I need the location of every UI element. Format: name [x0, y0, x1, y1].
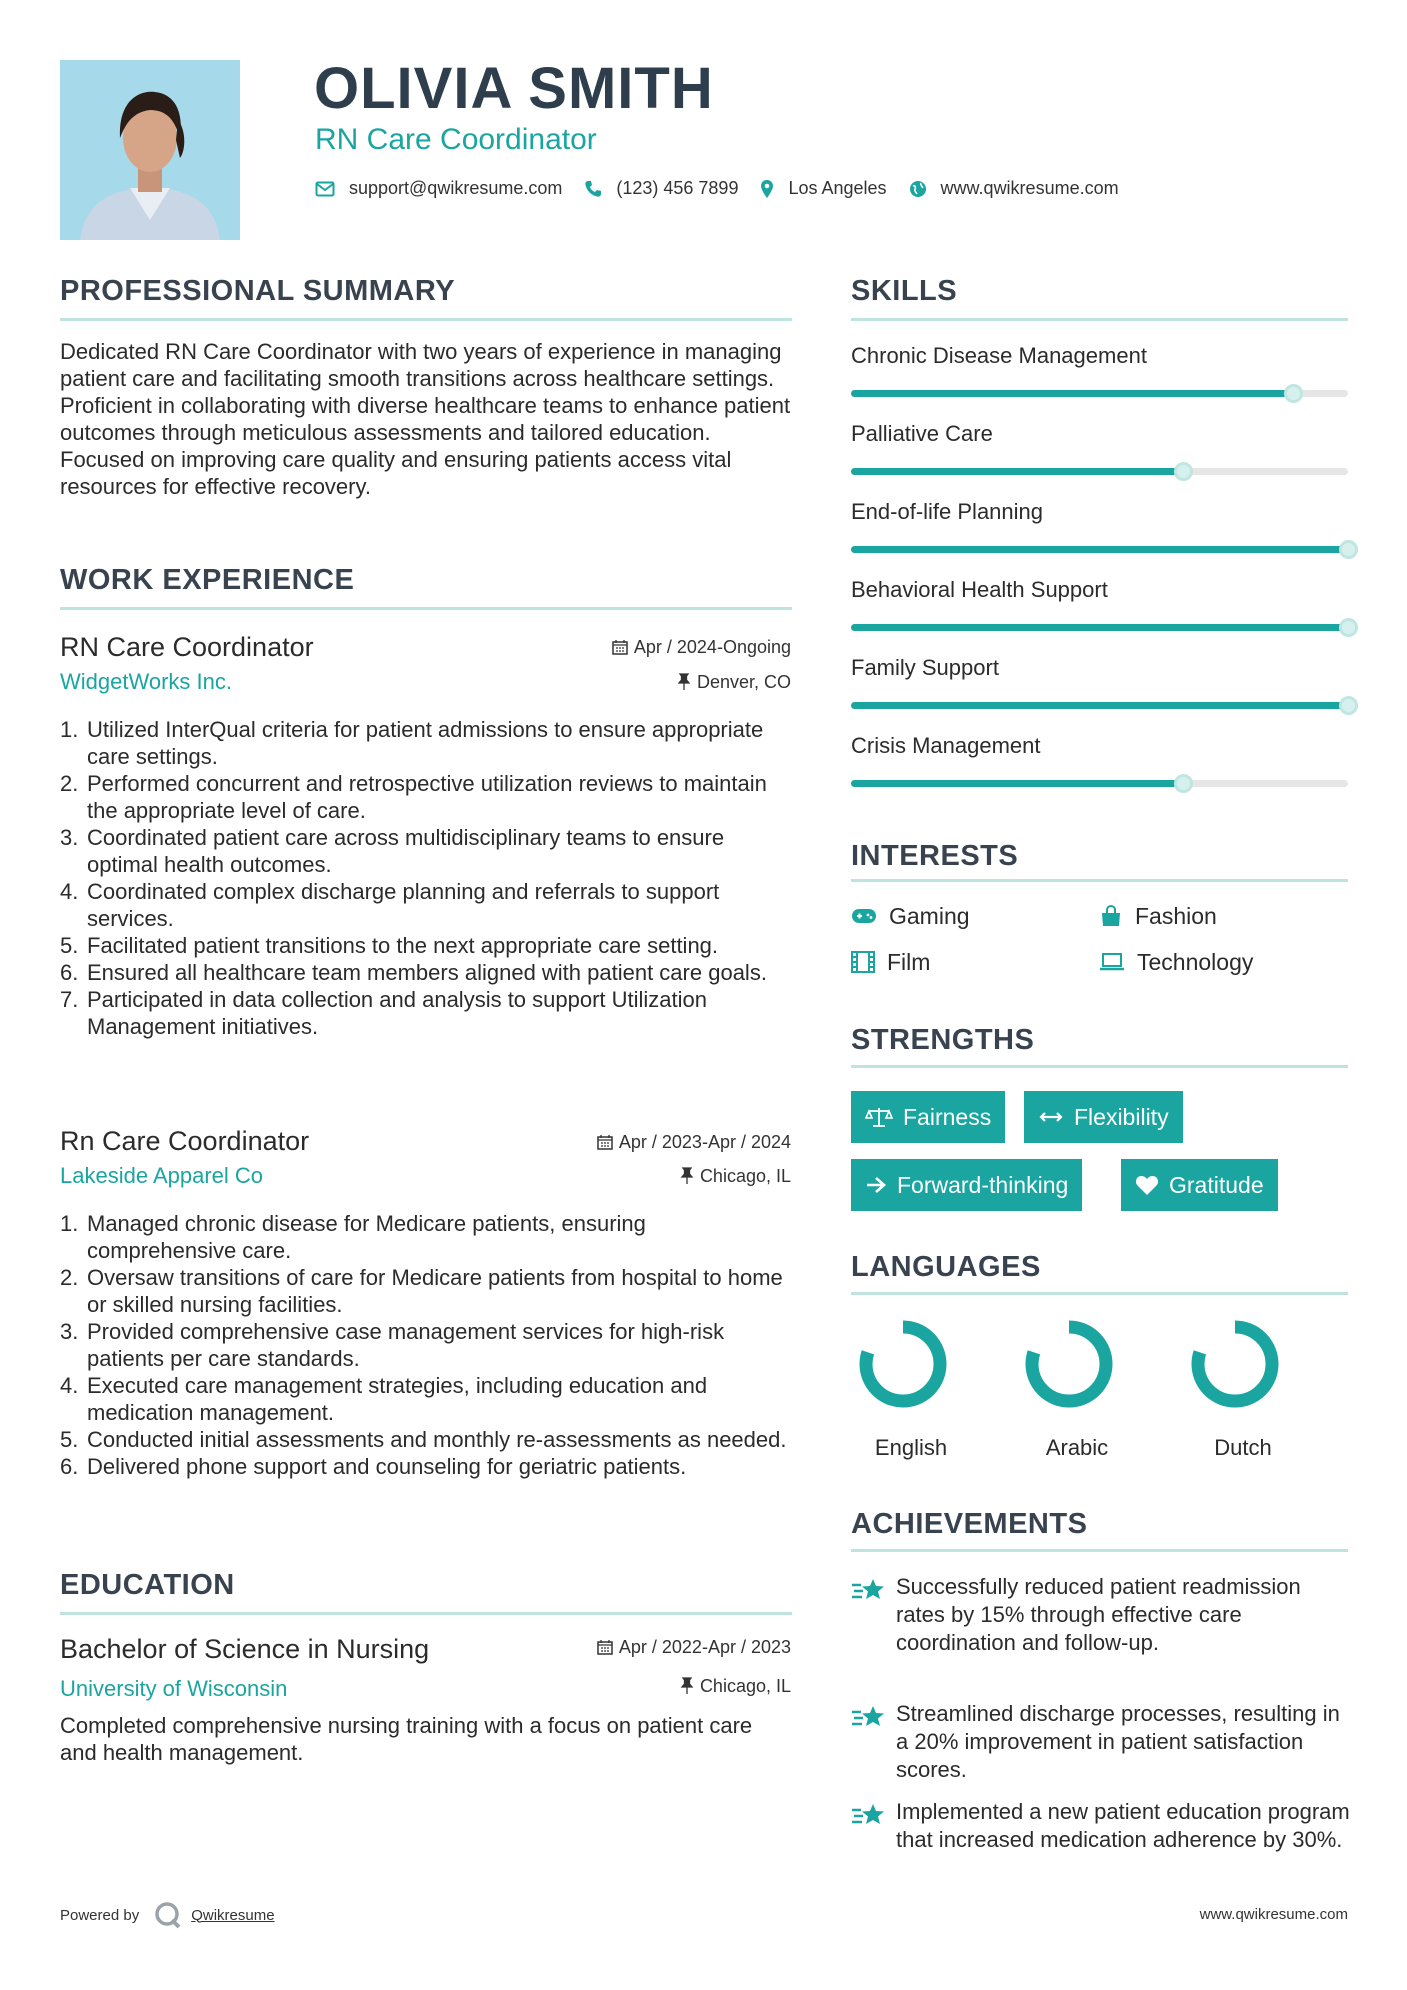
list-item: 5 . Facilitated patient transitions to the next appropriate care setting. [60, 932, 790, 959]
achievement-text: Implemented a new patient education program that increased medication adherence by 30%. [896, 1799, 1350, 1852]
heart-icon [1135, 1174, 1159, 1196]
strength-tag [851, 1091, 1005, 1143]
achievements-heading: ACHIEVEMENTS [851, 1508, 1088, 1540]
balance-scale-icon [865, 1106, 893, 1128]
skill-bar-knob [1284, 384, 1303, 403]
languages-rule [851, 1292, 1348, 1295]
skill-bar-knob [1174, 774, 1193, 793]
list-item: 4 . Executed care management strategies, including education and medication management. [60, 1372, 790, 1426]
skill-bar [851, 780, 1348, 787]
gamepad-icon [851, 907, 877, 925]
company-name: WidgetWorks Inc. [60, 669, 232, 694]
education-heading: EDUCATION [60, 1569, 235, 1601]
footer-brand-link[interactable]: Qwikresume [191, 1906, 275, 1924]
education-location-text: Chicago, IL [699, 1676, 791, 1696]
skill-bar [851, 468, 1348, 475]
interest-label: Film [887, 949, 931, 975]
shooting-star-icon [851, 1702, 885, 1732]
skill-bar-fill [851, 702, 1348, 709]
strengths-rule [851, 1065, 1348, 1068]
achievement-text: Streamlined discharge processes, resulting in a 20% improvement in patient satisfaction scores. [896, 1701, 1340, 1782]
list-item: 6 . Ensured all healthcare team members aligned with patient care goals. [60, 959, 790, 986]
contact-location [760, 178, 886, 199]
contact-email-text: support@qwikresume.com [349, 178, 563, 198]
summary-heading: PROFESSIONAL SUMMARY [60, 275, 456, 307]
candidate-title: RN Care Coordinator [315, 123, 597, 156]
language-label: English [874, 1435, 948, 1460]
skills-heading: SKILLS [851, 275, 958, 307]
pushpin-icon [680, 1677, 694, 1695]
skill-label: Palliative Care [851, 421, 993, 446]
profile-photo [60, 60, 240, 240]
arrows-horizontal-icon [1038, 1109, 1064, 1125]
candidate-name: OLIVIA SMITH [314, 56, 714, 121]
job-dates [597, 1130, 791, 1154]
degree-title: Bachelor of Science in Nursing [60, 1634, 430, 1664]
list-item: 1 . Managed chronic disease for Medicare patients, ensuring comprehensive care. [60, 1210, 790, 1264]
skill-label: Chronic Disease Management [851, 343, 1147, 368]
skill-bar-knob [1339, 618, 1358, 637]
language-ring [1189, 1318, 1281, 1410]
job-duties-list [60, 1210, 790, 1480]
interest-label: Fashion [1135, 903, 1217, 929]
strength-label: Flexibility [1074, 1103, 1169, 1130]
skill-label: Crisis Management [851, 733, 1041, 758]
powered-by-text: Powered by [60, 1906, 140, 1924]
education-dates [597, 1635, 791, 1659]
skill-bar [851, 624, 1348, 631]
interest-label: Gaming [889, 903, 970, 929]
interest-item [1099, 902, 1217, 930]
job-dates-text: Apr / 2023-Apr / 2024 [618, 1132, 791, 1152]
job-dates [612, 635, 791, 659]
film-icon [851, 951, 875, 973]
interests-heading: INTERESTS [851, 840, 1019, 872]
job-title: RN Care Coordinator [60, 632, 314, 662]
job-dates-text: Apr / 2024-Ongoing [633, 637, 791, 657]
contact-website[interactable] [909, 178, 1119, 199]
skill-bar-fill [851, 546, 1348, 553]
education-dates-text: Apr / 2022-Apr / 2023 [618, 1637, 791, 1657]
achievement-item [851, 1700, 1351, 1784]
contact-bar [315, 178, 1141, 199]
school-name: University of Wisconsin [60, 1676, 288, 1701]
skill-bar-knob [1339, 540, 1358, 559]
strength-label: Fairness [903, 1103, 992, 1130]
achievement-text: Successfully reduced patient readmission rates by 15% through effective care coordination and follow-up. [896, 1574, 1301, 1655]
skill-bar-knob [1174, 462, 1193, 481]
language-label: Dutch [1214, 1435, 1272, 1460]
achievement-item [851, 1573, 1351, 1657]
skill-label: End-of-life Planning [851, 499, 1044, 524]
list-item: 3 . Provided comprehensive case management services for high-risk patients per care standards. [60, 1318, 790, 1372]
skill-bar-knob [1339, 696, 1358, 715]
phone-icon [584, 180, 602, 198]
achievements-rule [851, 1549, 1348, 1552]
company-name: Lakeside Apparel Co [60, 1163, 264, 1188]
summary-rule [60, 318, 792, 321]
shopping-bag-icon [1099, 904, 1123, 928]
interest-item [1099, 948, 1253, 976]
education-rule [60, 1612, 792, 1615]
experience-rule [60, 607, 792, 610]
list-item: 2 . Oversaw transitions of care for Medicare patients from hospital to home or skilled nursing facilities. [60, 1264, 790, 1318]
strength-tag [1121, 1159, 1278, 1211]
list-item: 4 . Coordinated complex discharge planning and referrals to support services. [60, 878, 790, 932]
pushpin-icon [677, 673, 691, 691]
interest-item [851, 902, 970, 930]
skill-label: Family Support [851, 655, 999, 680]
strength-tag [1024, 1091, 1183, 1143]
skill-label: Behavioral Health Support [851, 577, 1108, 602]
strength-tag [851, 1159, 1082, 1211]
qwikresume-logo-icon [153, 1900, 183, 1930]
skill-bar-fill [851, 468, 1184, 475]
interest-item [851, 948, 930, 976]
skill-bar [851, 546, 1348, 553]
calendar-icon [612, 639, 628, 655]
arrow-right-icon [865, 1175, 887, 1195]
pushpin-icon [680, 1167, 694, 1185]
shooting-star-icon [851, 1800, 885, 1830]
person-portrait-icon [60, 60, 240, 240]
languages-heading: LANGUAGES [851, 1251, 1041, 1283]
experience-heading: WORK EXPERIENCE [60, 564, 355, 596]
contact-phone-text: (123) 456 7899 [616, 178, 739, 198]
contact-email[interactable] [315, 178, 562, 199]
job-location [677, 670, 791, 694]
list-item: 6 . Delivered phone support and counseling for geriatric patients. [60, 1453, 790, 1480]
achievement-item [851, 1798, 1351, 1854]
job-duties-list [60, 716, 790, 1040]
calendar-icon [597, 1134, 613, 1150]
contact-phone[interactable] [584, 178, 738, 199]
list-item: 1 . Utilized InterQual criteria for patient admissions to ensure appropriate care settings. [60, 716, 790, 770]
skill-bar-fill [851, 624, 1348, 631]
job-location-text: Denver, CO [696, 672, 791, 692]
language-ring [857, 1318, 949, 1410]
skills-rule [851, 318, 1348, 321]
contact-website-text: www.qwikresume.com [940, 178, 1119, 198]
strength-label: Gratitude [1169, 1171, 1264, 1198]
laptop-icon [1099, 952, 1125, 972]
footer-powered-by [60, 1900, 275, 1930]
contact-location-text: Los Angeles [788, 178, 887, 198]
globe-icon [909, 180, 927, 198]
interests-rule [851, 879, 1348, 882]
skill-bar-fill [851, 780, 1184, 787]
summary-text: Dedicated RN Care Coordinator with two years of experience in managing patient care and facilitating smooth transitions across healthcare settings. Proficient in collaborating with diverse healthcare teams to enhance patient outcomes through meticulous assessments and tailored education. Focused on improving care quality and ensuring patients access vital resources for effective recovery. [60, 339, 791, 499]
calendar-icon [597, 1639, 613, 1655]
list-item: 5 . Conducted initial assessments and monthly re-assessments as needed. [60, 1426, 790, 1453]
interest-label: Technology [1137, 949, 1254, 975]
list-item: 3 . Coordinated patient care across multidisciplinary teams to ensure optimal health outcomes. [60, 824, 790, 878]
education-location [680, 1674, 791, 1698]
job-title: Rn Care Coordinator [60, 1126, 310, 1156]
language-label: Arabic [1045, 1435, 1109, 1460]
strengths-heading: STRENGTHS [851, 1024, 1035, 1056]
footer-website[interactable]: www.qwikresume.com [1199, 1906, 1348, 1923]
list-item: 7 . Participated in data collection and analysis to support Utilization Management initiatives. [60, 986, 790, 1040]
job-location-text: Chicago, IL [699, 1166, 791, 1186]
skill-bar-fill [851, 390, 1293, 397]
job-location [680, 1164, 791, 1188]
skill-bar [851, 390, 1348, 397]
map-pin-icon [760, 179, 774, 199]
list-item: 2 . Performed concurrent and retrospective utilization reviews to maintain the appropriate level of care. [60, 770, 790, 824]
strength-label: Forward-thinking [897, 1171, 1069, 1198]
envelope-icon [315, 181, 335, 197]
shooting-star-icon [851, 1575, 885, 1605]
skill-bar [851, 702, 1348, 709]
education-text: Completed comprehensive nursing training with a focus on patient care and health management. [60, 1713, 753, 1765]
language-ring [1023, 1318, 1115, 1410]
